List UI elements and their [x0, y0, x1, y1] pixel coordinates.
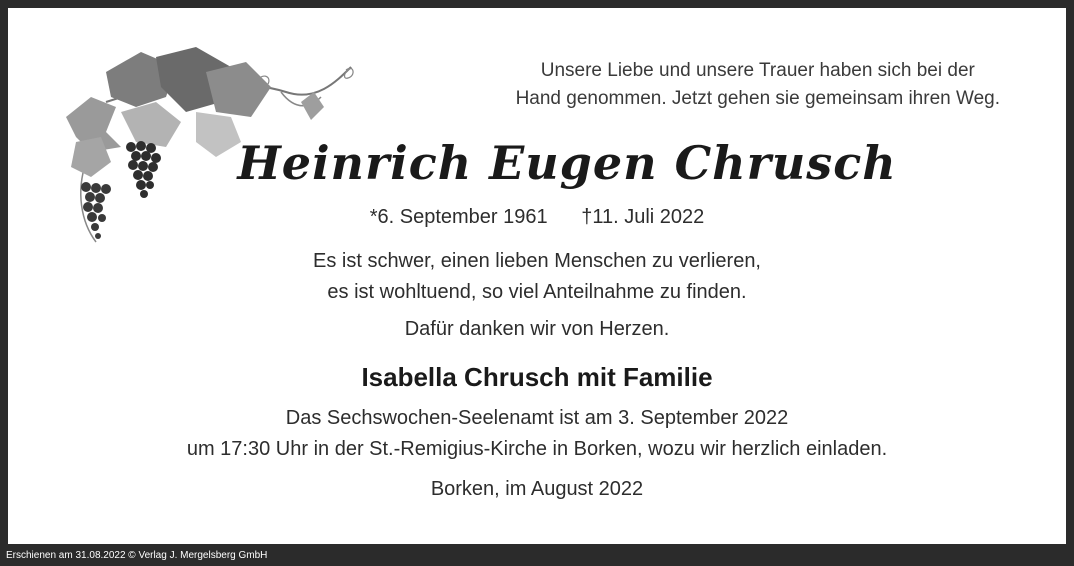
- quote-line-1: Unsere Liebe und unsere Trauer haben sich bei der: [540, 60, 975, 81]
- place-date: Borken, im August 2022: [430, 478, 644, 500]
- death-date: †11. Juli 2022: [581, 206, 705, 228]
- verse-line-2: es ist wohltuend, so viel Anteilnahme zu finden.: [327, 281, 747, 303]
- thanks-line: Dafür danken wir von Herzen.: [404, 318, 670, 340]
- quote-line-2: Hand genommen. Jetzt gehen sie gemeinsam ihren Weg.: [515, 88, 1000, 109]
- birth-date: *6. September 1961: [369, 206, 548, 228]
- family-signature: Isabella Chrusch mit Familie: [361, 362, 713, 392]
- life-dates: [8, 206, 1066, 229]
- opening-quote: [516, 57, 1000, 113]
- obituary-card: [8, 8, 1066, 544]
- deceased-name: Heinrich Eugen Chrusch: [237, 136, 897, 190]
- memorial-mass-info: [8, 403, 1066, 465]
- mass-line-1: Das Sechswochen-Seelenamt ist am 3. September 2022: [285, 407, 789, 429]
- publication-footer: Erschienen am 31.08.2022 © Verlag J. Mergelsberg GmbH: [6, 550, 268, 561]
- mass-line-2: um 17:30 Uhr in der St.-Remigius-Kirche in Borken, wozu wir herzlich einladen.: [186, 438, 888, 460]
- verse-line-1: Es ist schwer, einen lieben Menschen zu verlieren,: [312, 250, 761, 272]
- verse: [8, 246, 1066, 308]
